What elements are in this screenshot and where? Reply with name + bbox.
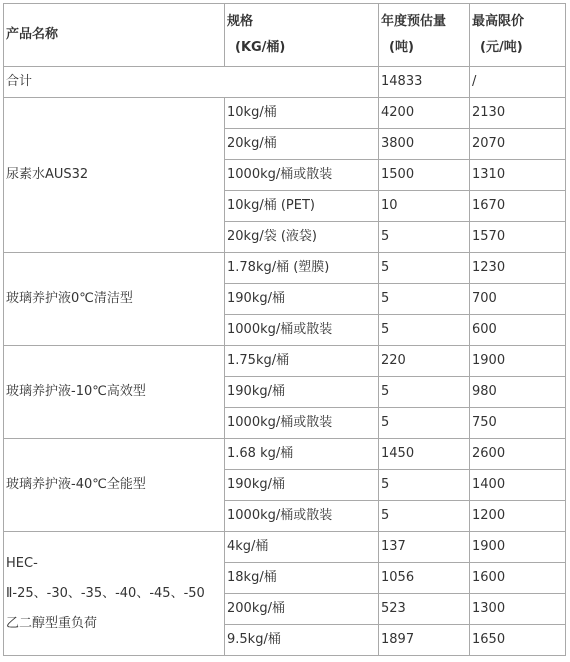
- spec-cell: 10kg/桶 (PET): [225, 191, 379, 222]
- volume-cell: 10: [379, 191, 470, 222]
- price-cell: 980: [470, 377, 566, 408]
- volume-cell: 5: [379, 470, 470, 501]
- volume-cell: 1500: [379, 160, 470, 191]
- price-cell: 1570: [470, 222, 566, 253]
- spec-cell: 1.75kg/桶: [225, 346, 379, 377]
- price-cell: 1650: [470, 625, 566, 656]
- spec-cell: 9.5kg/桶: [225, 625, 379, 656]
- price-table: [3, 3, 566, 656]
- total-label: 合计: [4, 67, 379, 98]
- price-cell: 1200: [470, 501, 566, 532]
- header-spec-line1: 规格: [227, 14, 254, 29]
- volume-cell: 1897: [379, 625, 470, 656]
- price-cell: 600: [470, 315, 566, 346]
- header-row: [4, 4, 566, 67]
- spec-cell: 1.78kg/桶 (塑膜): [225, 253, 379, 284]
- spec-cell: 20kg/桶: [225, 129, 379, 160]
- price-cell: 750: [470, 408, 566, 439]
- spec-cell: 1000kg/桶或散装: [225, 160, 379, 191]
- header-price-line1: 最高限价: [472, 14, 525, 29]
- volume-cell: 1450: [379, 439, 470, 470]
- total-price: /: [470, 67, 566, 98]
- price-cell: 1400: [470, 470, 566, 501]
- spec-cell: 1000kg/桶或散装: [225, 501, 379, 532]
- header-product: 产品名称: [4, 4, 225, 67]
- header-volume-line1: 年度预估量: [381, 14, 447, 29]
- price-cell: 1900: [470, 346, 566, 377]
- volume-cell: 3800: [379, 129, 470, 160]
- table-row: [4, 253, 566, 284]
- volume-cell: 1056: [379, 563, 470, 594]
- header-volume: [379, 4, 470, 67]
- volume-cell: 4200: [379, 98, 470, 129]
- volume-cell: 5: [379, 377, 470, 408]
- spec-cell: 190kg/桶: [225, 284, 379, 315]
- volume-cell: 5: [379, 501, 470, 532]
- spec-cell: 200kg/桶: [225, 594, 379, 625]
- volume-cell: 220: [379, 346, 470, 377]
- volume-cell: 5: [379, 315, 470, 346]
- spec-cell: 4kg/桶: [225, 532, 379, 563]
- header-price-line2: (元/吨): [480, 40, 523, 55]
- price-cell: 2600: [470, 439, 566, 470]
- price-cell: 1300: [470, 594, 566, 625]
- spec-cell: 1.68 kg/桶: [225, 439, 379, 470]
- total-volume: 14833: [379, 67, 470, 98]
- header-price: [470, 4, 566, 67]
- spec-cell: 190kg/桶: [225, 377, 379, 408]
- price-cell: 1600: [470, 563, 566, 594]
- product-name-line: 乙二醇型重负荷: [6, 615, 98, 631]
- volume-cell: 5: [379, 284, 470, 315]
- volume-cell: 5: [379, 408, 470, 439]
- product-name-cell: 玻璃养护液0℃清洁型: [4, 253, 225, 346]
- price-cell: 700: [470, 284, 566, 315]
- volume-cell: 5: [379, 222, 470, 253]
- table-row: [4, 439, 566, 470]
- price-cell: 2070: [470, 129, 566, 160]
- volume-cell: 523: [379, 594, 470, 625]
- product-name-cell: 玻璃养护液-40℃全能型: [4, 439, 225, 532]
- spec-cell: 18kg/桶: [225, 563, 379, 594]
- spec-cell: 190kg/桶: [225, 470, 379, 501]
- header-spec-line2: (KG/桶): [235, 40, 286, 55]
- header-volume-line2: (吨): [389, 40, 414, 55]
- volume-cell: 137: [379, 532, 470, 563]
- table-row: [4, 532, 566, 563]
- table-row: [4, 98, 566, 129]
- spec-cell: 10kg/桶: [225, 98, 379, 129]
- table-row: [4, 346, 566, 377]
- spec-cell: 20kg/袋 (液袋): [225, 222, 379, 253]
- price-cell: 1670: [470, 191, 566, 222]
- price-cell: 1900: [470, 532, 566, 563]
- product-name-cell: 尿素水AUS32: [4, 98, 225, 253]
- volume-cell: 5: [379, 253, 470, 284]
- product-name-cell: [4, 532, 225, 656]
- spec-cell: 1000kg/桶或散装: [225, 408, 379, 439]
- total-row: [4, 67, 566, 98]
- price-cell: 1310: [470, 160, 566, 191]
- product-name-line: Ⅱ-25、-30、-35、-40、-45、-50: [6, 585, 205, 601]
- price-cell: 1230: [470, 253, 566, 284]
- spec-cell: 1000kg/桶或散装: [225, 315, 379, 346]
- product-name-line: HEC-: [6, 555, 38, 571]
- price-cell: 2130: [470, 98, 566, 129]
- header-spec: [225, 4, 379, 67]
- product-name-cell: 玻璃养护液-10℃高效型: [4, 346, 225, 439]
